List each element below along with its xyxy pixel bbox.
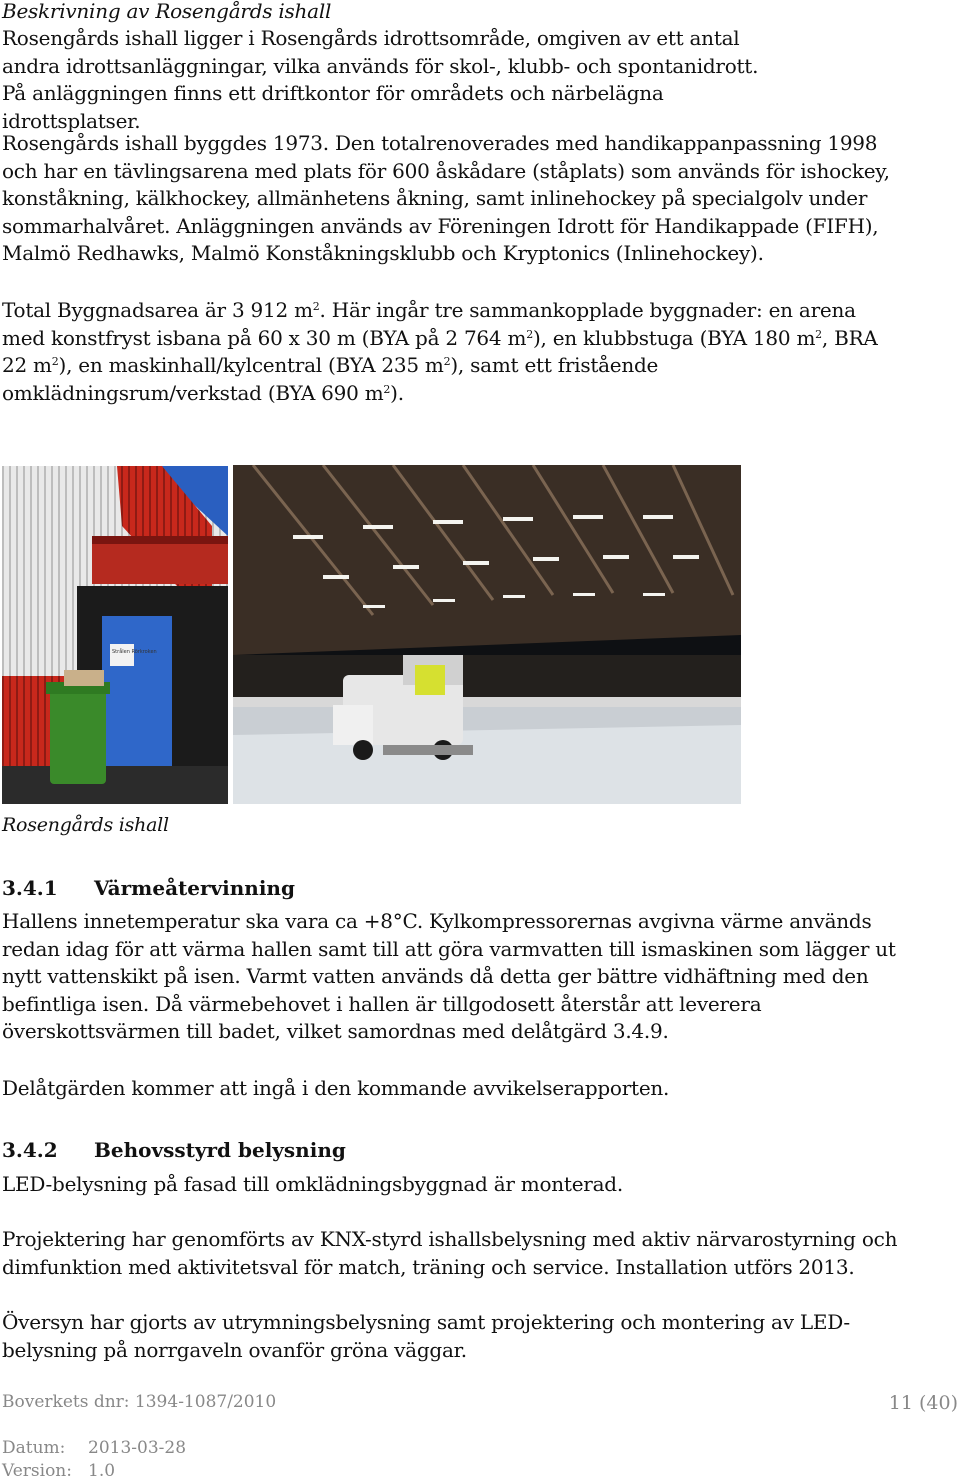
lighting-paragraph-3: Översyn har gjorts av utrymningsbelysning samt projektering och montering av LED-belysning på norrgaveln ovanför gröna väggar. bbox=[2, 1310, 850, 1362]
area-text: ), en maskinhall/kylcentral (BYA 235 m bbox=[58, 353, 444, 377]
version-value: 1.0 bbox=[88, 1461, 116, 1481]
heading-3-4-1 bbox=[2, 874, 295, 902]
lighting-paragraph-1: LED-belysning på fasad till omklädningsbyggnad är monterad. bbox=[2, 1172, 623, 1196]
superscript: 2 bbox=[526, 327, 533, 341]
area-text: ), en klubbstuga (BYA 180 m bbox=[532, 325, 816, 350]
photo-caption: Rosengårds ishall bbox=[2, 814, 169, 836]
heading-title: Behovsstyrd belysning bbox=[94, 1138, 346, 1162]
heading-number: 3.4.2 bbox=[2, 1138, 58, 1162]
heat-recovery-paragraph-1: Hallens innetemperatur ska vara ca +8°C. Kylkompressorernas avgivna värme används redan idag för att värma hallen samt till att göra varmvatten till ismaskinen som lägger ut nytt vattenskikt på isen. Varmt vatten används då detta ger bättre vidhäftning med den befintliga isen. Då värmebehovet i hallen är tillgodosett återstår att leverera överskottsvärmen till badet, vilket samordnas med delåtgärd 3.4.9. bbox=[2, 909, 896, 1043]
intro-paragraph-3 bbox=[2, 297, 890, 407]
door-sign: Strålen Rörkroken bbox=[112, 649, 157, 655]
footer-date bbox=[2, 1436, 186, 1460]
building-exterior-image bbox=[2, 466, 228, 804]
footer-version bbox=[2, 1459, 115, 1483]
area-text: ), samt ett fristående omklädningsrum/verkstad (BYA 690 m bbox=[2, 353, 659, 405]
photo-ice-arena bbox=[233, 465, 741, 804]
date-value: 2013-03-28 bbox=[88, 1438, 187, 1458]
photo-building-exterior bbox=[2, 466, 228, 804]
superscript: 2 bbox=[815, 327, 822, 341]
intro-paragraph-2: Rosengårds ishall byggdes 1973. Den totalrenoverades med handikappanpassning 1998 och har en tävlingsarena med plats för 600 åskådare (ståplats) som används för ishockey, konståkning, kälkhockey, allmänhetens åkning, samt inlinehockey på specialgolv under sommarhalvåret. Anläggningen används av Föreningen Idrott för Handikappade (FIFH), Malmö Redhawks, Malmö Konståkningsklubb och Kryptonics (Inlinehockey). bbox=[2, 131, 890, 265]
superscript: 2 bbox=[51, 355, 59, 368]
heading-title: Värmeåtervinning bbox=[94, 876, 295, 900]
intro-paragraph-1: Rosengårds ishall ligger i Rosengårds idrottsområde, omgiven av ett antal andra idrottsanläggningar, vilka används för skol-, klubb- och spontanidrott. På anläggningen finns ett driftkontor för områdets och närbelägna idrottsplatser. bbox=[2, 26, 759, 133]
area-text: ). bbox=[390, 380, 404, 405]
area-text: , BRA 22 m bbox=[2, 325, 878, 377]
ice-arena-image bbox=[233, 465, 741, 804]
section-title: Beskrivning av Rosengårds ishall bbox=[2, 0, 332, 23]
superscript: 2 bbox=[312, 300, 320, 313]
heading-number: 3.4.1 bbox=[2, 876, 58, 900]
footer-dnr: Boverkets dnr: 1394-1087/2010 bbox=[2, 1392, 277, 1412]
version-label: Version: bbox=[2, 1461, 72, 1481]
superscript: 2 bbox=[383, 382, 391, 396]
heading-3-4-2 bbox=[2, 1136, 346, 1164]
footer-page-number: 11 (40) bbox=[888, 1392, 958, 1414]
area-text: Total Byggnadsarea är 3 912 m bbox=[2, 298, 313, 322]
lighting-paragraph-2: Projektering har genomförts av KNX-styrd ishallsbelysning med aktiv närvarostyrning och dimfunktion med aktivitetsval för match, träning och service. Installation utförs 2013. bbox=[2, 1227, 898, 1279]
superscript: 2 bbox=[443, 355, 451, 368]
area-text: . Här ingår tre sammankopplade byggnader: en arena med konstfryst isbana på 60 x 30 m (BYA på 2 764 m bbox=[2, 298, 856, 350]
date-label: Datum: bbox=[2, 1438, 66, 1458]
heat-recovery-paragraph-2: Delåtgärden kommer att ingå i den kommande avvikelserapporten. bbox=[2, 1076, 670, 1100]
